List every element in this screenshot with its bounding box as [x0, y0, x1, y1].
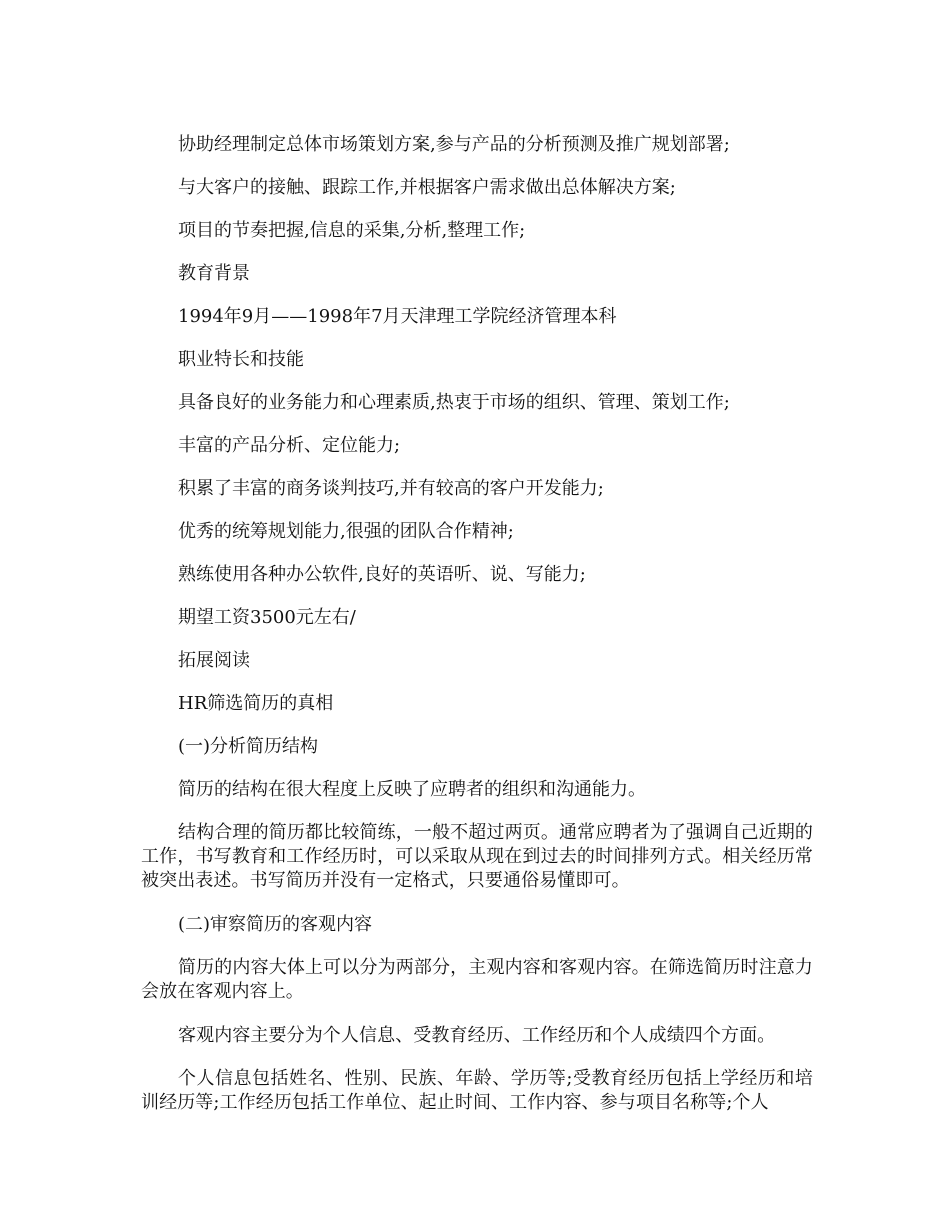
- paragraph-structure: 结构合理的简历都比较简练，一般不超过两页。通常应聘者为了强调自己近期的工作，书写教育和工作经历时，可以采取从现在到过去的时间排列方式。相关经历常被突出表述。书写简历并没有一定格式，只要通俗易懂即可。: [141, 822, 813, 891]
- text-line: 熟练使用各种办公软件,良好的英语听、说、写能力;: [178, 564, 586, 585]
- subheading-objective: (二)审察简历的客观内容: [178, 914, 373, 935]
- text-line: 期望工资3500元左右/: [178, 607, 356, 628]
- paragraph-content: 简历的内容大体上可以分为两部分，主观内容和客观内容。在筛选简历时注意力会放在客观内容上。: [141, 957, 813, 1002]
- text-line: 简历的结构在很大程度上反映了应聘者的组织和沟通能力。: [178, 779, 646, 800]
- text-line: 具备良好的业务能力和心理素质,热衷于市场的组织、管理、策划工作;: [178, 392, 730, 413]
- section-heading-reading: 拓展阅读: [178, 650, 250, 671]
- subheading-structure: (一)分析简历结构: [178, 736, 319, 757]
- section-heading-education: 教育背景: [178, 263, 250, 284]
- text-line: 丰富的产品分析、定位能力;: [178, 435, 401, 456]
- text-line: 协助经理制定总体市场策划方案,参与产品的分析预测及推广规划部署;: [178, 134, 730, 155]
- paragraph-objective: 客观内容主要分为个人信息、受教育经历、工作经历和个人成绩四个方面。: [178, 1025, 776, 1046]
- text-line: 与大客户的接触、跟踪工作,并根据客户需求做出总体解决方案;: [178, 177, 676, 198]
- text-line: 1994年9月——1998年7月天津理工学院经济管理本科: [178, 306, 617, 327]
- text-line: 积累了丰富的商务谈判技巧,并有较高的客户开发能力;: [178, 478, 604, 499]
- paragraph-personal: 个人信息包括姓名、性别、民族、年龄、学历等;受教育经历包括上学经历和培训经历等;工作经历包括工作单位、起止时间、工作内容、参与项目名称等;个人: [141, 1068, 813, 1113]
- text-line: 优秀的统筹规划能力,很强的团队合作精神;: [178, 521, 514, 542]
- section-heading-hr: HR筛选简历的真相: [178, 693, 334, 714]
- section-heading-skills: 职业特长和技能: [178, 349, 304, 370]
- text-line: 项目的节奏把握,信息的采集,分析,整理工作;: [178, 220, 526, 241]
